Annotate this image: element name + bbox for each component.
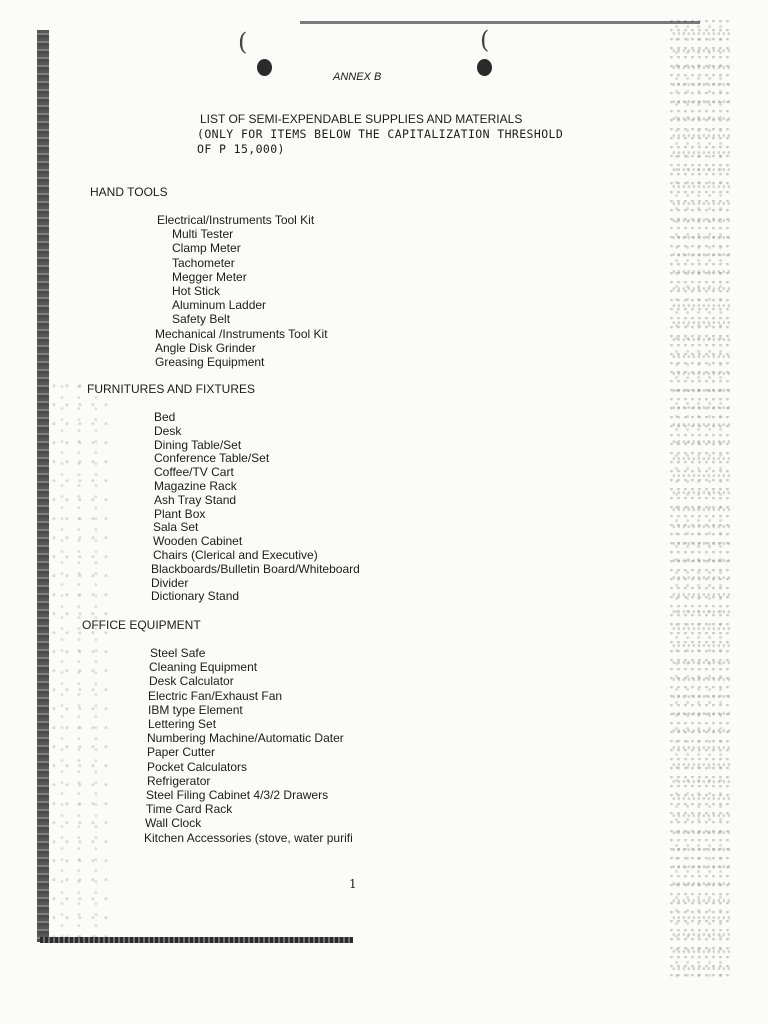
scan-left-edge xyxy=(37,30,49,942)
list-item: Megger Meter xyxy=(172,270,247,284)
section-heading-office-equipment: OFFICE EQUIPMENT xyxy=(82,618,201,632)
binder-clip-mark: ( xyxy=(480,26,490,54)
list-item: Chairs (Clerical and Executive) xyxy=(153,548,318,562)
list-item: Magazine Rack xyxy=(154,479,237,493)
list-item: Bed xyxy=(154,410,176,424)
list-item: Blackboards/Bulletin Board/Whiteboard xyxy=(151,562,360,576)
list-item: Electric Fan/Exhaust Fan xyxy=(148,689,283,703)
document-subtitle xyxy=(197,127,563,157)
scan-top-edge xyxy=(300,21,700,24)
page-number: 1 xyxy=(349,877,357,891)
list-item: Desk Calculator xyxy=(149,674,234,688)
annex-label: ANNEX B xyxy=(333,71,382,83)
list-item: Tachometer xyxy=(172,256,235,270)
section-heading-hand-tools: HAND TOOLS xyxy=(90,185,168,199)
scan-noise-left xyxy=(50,380,110,940)
list-item: Desk xyxy=(154,424,182,438)
list-item: Divider xyxy=(151,576,189,590)
document-title: LIST OF SEMI-EXPENDABLE SUPPLIES AND MATERIALS xyxy=(200,112,523,126)
list-item: Safety Belt xyxy=(172,312,231,326)
subtitle-line: OF P 15,000) xyxy=(197,142,285,156)
list-item: Ash Tray Stand xyxy=(154,493,237,507)
list-item: Mechanical /Instruments Tool Kit xyxy=(155,327,328,341)
punch-hole xyxy=(257,59,272,76)
subtitle-line: (ONLY FOR ITEMS BELOW THE CAPITALIZATION THRESHOLD xyxy=(197,127,564,141)
list-item: Time Card Rack xyxy=(146,802,233,816)
list-item: Aluminum Ladder xyxy=(172,298,267,312)
list-item: Wall Clock xyxy=(145,816,202,830)
list-item: Angle Disk Grinder xyxy=(155,341,256,355)
list-item: Lettering Set xyxy=(148,717,217,731)
list-item: Numbering Machine/Automatic Dater xyxy=(147,731,344,745)
list-item: Dining Table/Set xyxy=(154,438,242,452)
list-item: Refrigerator xyxy=(147,774,211,788)
list-item: Conference Table/Set xyxy=(154,451,270,465)
list-item: Paper Cutter xyxy=(147,745,216,759)
scan-noise-right xyxy=(670,20,730,980)
section-heading-furnitures: FURNITURES AND FIXTURES xyxy=(87,382,256,396)
list-item: Steel Filing Cabinet 4/3/2 Drawers xyxy=(146,788,329,802)
list-item: Sala Set xyxy=(153,520,199,534)
list-item: Dictionary Stand xyxy=(151,589,240,603)
list-item: Kitchen Accessories (stove, water purifi xyxy=(144,831,353,845)
list-item: Cleaning Equipment xyxy=(149,660,258,674)
list-item: Pocket Calculators xyxy=(147,760,248,774)
list-item: Multi Tester xyxy=(172,227,234,241)
binder-clip-mark: ( xyxy=(238,28,248,56)
list-item: Hot Stick xyxy=(172,284,221,298)
list-item: Electrical/Instruments Tool Kit xyxy=(157,213,315,227)
list-item: Steel Safe xyxy=(150,646,206,660)
punch-hole xyxy=(477,59,492,76)
list-item: IBM type Element xyxy=(148,703,243,717)
list-item: Wooden Cabinet xyxy=(153,534,243,548)
list-item: Clamp Meter xyxy=(172,241,241,255)
list-item: Coffee/TV Cart xyxy=(154,465,234,479)
list-item: Greasing Equipment xyxy=(155,355,265,369)
list-item: Plant Box xyxy=(154,507,206,521)
